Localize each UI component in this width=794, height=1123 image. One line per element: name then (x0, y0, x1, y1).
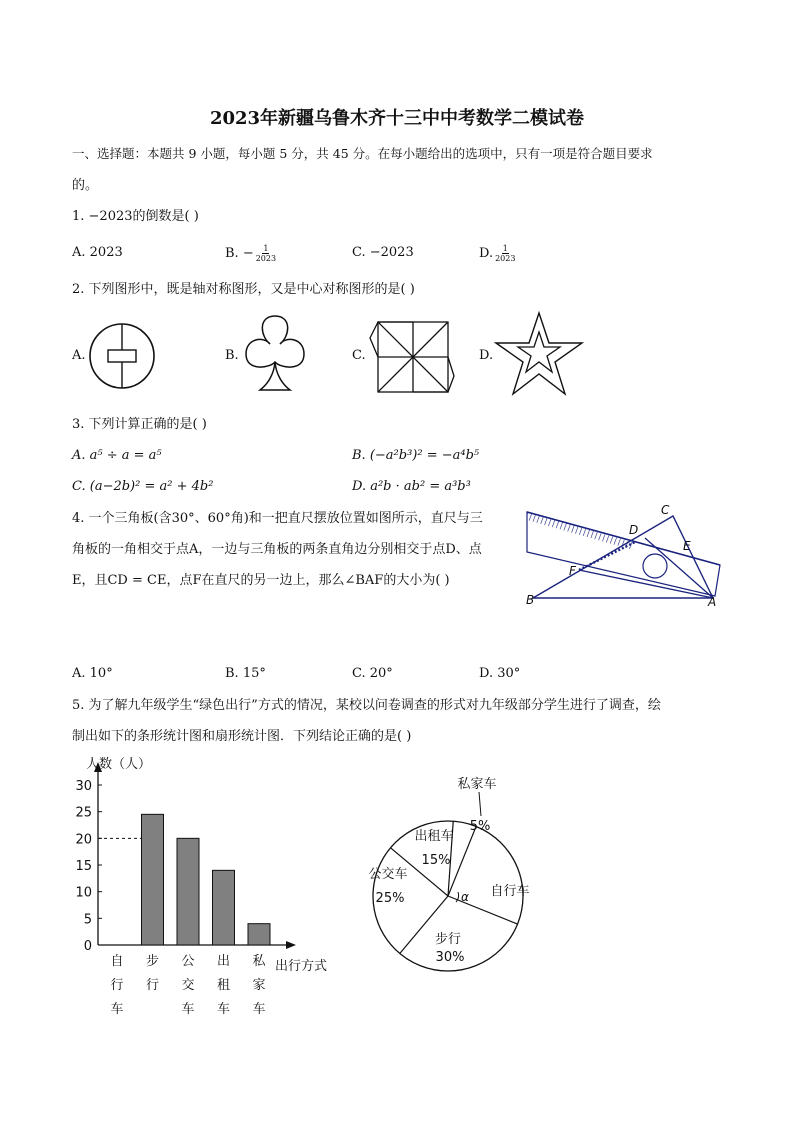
q4-option-a: A. 10° (72, 666, 113, 681)
pie-slice-divider (448, 896, 518, 924)
q1-option-d (479, 244, 515, 263)
category-label-char: 车 (252, 1002, 266, 1017)
category-label-char: 车 (181, 1002, 195, 1017)
question-3-stem: 3. 下列计算正确的是( ) (72, 417, 207, 432)
fig-label-c: C (661, 503, 670, 517)
category-label-char: 租 (216, 978, 231, 993)
q1-option-d-fraction (495, 244, 515, 263)
category-label-char: 私 (252, 954, 266, 969)
fraction-denominator: 2023 (255, 254, 277, 263)
q2-label-d: D. (479, 348, 494, 363)
fraction-numerator: 1 (263, 244, 269, 253)
section-instructions-cont: 的。 (72, 178, 99, 193)
category-label-char: 家 (252, 978, 266, 993)
q1-option-b-prefix: B. − (225, 246, 254, 261)
q2-figure-b-club-shape (240, 312, 310, 396)
y-tick-label: 0 (83, 939, 92, 954)
y-axis-label: 人数（人） (86, 757, 152, 772)
category-label-char: 行 (145, 978, 160, 993)
q1-option-b-fraction (256, 244, 276, 263)
q4-option-d: D. 30° (479, 666, 521, 681)
x-axis-label: 出行方式 (275, 959, 328, 974)
pie-slice-percent: 5% (469, 819, 491, 834)
y-tick-label: 25 (75, 805, 92, 821)
q1-option-d-prefix: D. (479, 246, 494, 261)
category-label-char: 交 (181, 978, 195, 993)
question-4-stem-line3: E，且CD = CE，点F在直尺的另一边上，那么∠BAF的大小为( ) (72, 573, 450, 588)
question-4-stem-line1: 4. 一个三角板(含30°、60°角)和一把直尺摆放位置如图所示，直尺与三 (72, 511, 483, 526)
category-label-char: 出 (216, 954, 231, 969)
bar-5 (248, 924, 270, 945)
bar-3 (177, 838, 199, 945)
question-4-stem-line2: 角板的一角相交于点A，一边与三角板的两条直角边分别相交于点D、点 (72, 542, 482, 557)
y-tick-label: 10 (75, 885, 92, 901)
q2-figure-d-double-star (494, 310, 586, 398)
question-2-stem: 2. 下列图形中，既是轴对称图形，又是中心对称图形的是( ) (72, 282, 415, 297)
pie-slice-label: 公交车 (368, 867, 408, 882)
q2-label-c: C. (352, 348, 366, 363)
pie-slice-percent: 30% (435, 950, 465, 965)
angle-label: α (461, 890, 469, 904)
q1-option-b (225, 244, 276, 263)
q3-option-a: A. a⁵ ÷ a = a⁵ (72, 448, 162, 463)
section-instructions: 一、选择题：本题共 9 小题，每小题 5 分，共 45 分。在每小题给出的选项中，只有一项是符合题目要求 (72, 146, 653, 161)
category-label-char: 车 (110, 1002, 124, 1017)
q1-option-a: A. 2023 (72, 245, 123, 260)
category-label-char: 行 (110, 978, 124, 993)
q4-option-c: C. 20° (352, 666, 393, 681)
category-label-char: 步 (145, 954, 160, 969)
category-label-char: 公 (181, 954, 195, 969)
bar-chart (60, 752, 350, 1027)
pie-slice-label: 私家车 (457, 777, 497, 792)
q1-option-c: C. −2023 (352, 245, 414, 260)
question-5-stem-line1: 5. 为了解九年级学生“绿色出行”方式的情况，某校以问卷调查的形式对九年级部分学生进行了调查，绘 (72, 698, 661, 713)
x-axis-arrow (286, 941, 296, 949)
q3-option-b: B. (−a²b³)² = −a⁴b⁵ (352, 448, 480, 463)
q2-label-a: A. (72, 348, 86, 363)
q4-option-b: B. 15° (225, 666, 266, 681)
q3-option-d: D. a²b · ab² = a³b³ (352, 479, 471, 494)
y-tick-label: 20 (75, 832, 92, 848)
q2-label-b: B. (225, 348, 239, 363)
question-5-stem-line2: 制出如下的条形统计图和扇形统计图．下列结论正确的是( ) (72, 729, 412, 744)
pie-leader-line (479, 792, 481, 816)
y-tick-label: 15 (75, 859, 92, 874)
y-tick-label: 30 (75, 779, 92, 794)
fig-label-e: E (683, 539, 691, 553)
pie-slice-percent: 25% (375, 891, 405, 906)
fraction-numerator: 1 (502, 244, 508, 253)
page-title: 2023年新疆乌鲁木齐十三中中考数学二模试卷 (209, 108, 585, 129)
y-tick-label: 5 (83, 912, 92, 928)
fig-label-f: F (569, 564, 576, 578)
pie-slice-label: 步行 (434, 932, 462, 947)
bar-4 (213, 870, 235, 945)
question-1-stem: 1. −2023的倒数是( ) (72, 209, 199, 224)
fig-label-b: B (526, 593, 535, 607)
bar-2 (142, 814, 164, 945)
q2-figure-a-circle-cross (88, 322, 158, 392)
fig-label-d: D (629, 523, 639, 537)
pie-slice-percent: 15% (421, 853, 451, 868)
fig-label-a: A (708, 595, 717, 609)
fraction-denominator: 2023 (495, 254, 516, 263)
q2-figure-c-pinwheel (368, 318, 456, 398)
pie-chart (340, 768, 560, 978)
q4-figure-triangle-ruler (515, 500, 740, 615)
category-label-char: 自 (110, 954, 124, 969)
pie-slice-label: 出租车 (414, 829, 454, 844)
q3-option-c: C. (a−2b)² = a² + 4b² (72, 479, 214, 494)
pie-slice-label: 自行车 (490, 884, 530, 899)
category-label-char: 车 (216, 1002, 231, 1017)
